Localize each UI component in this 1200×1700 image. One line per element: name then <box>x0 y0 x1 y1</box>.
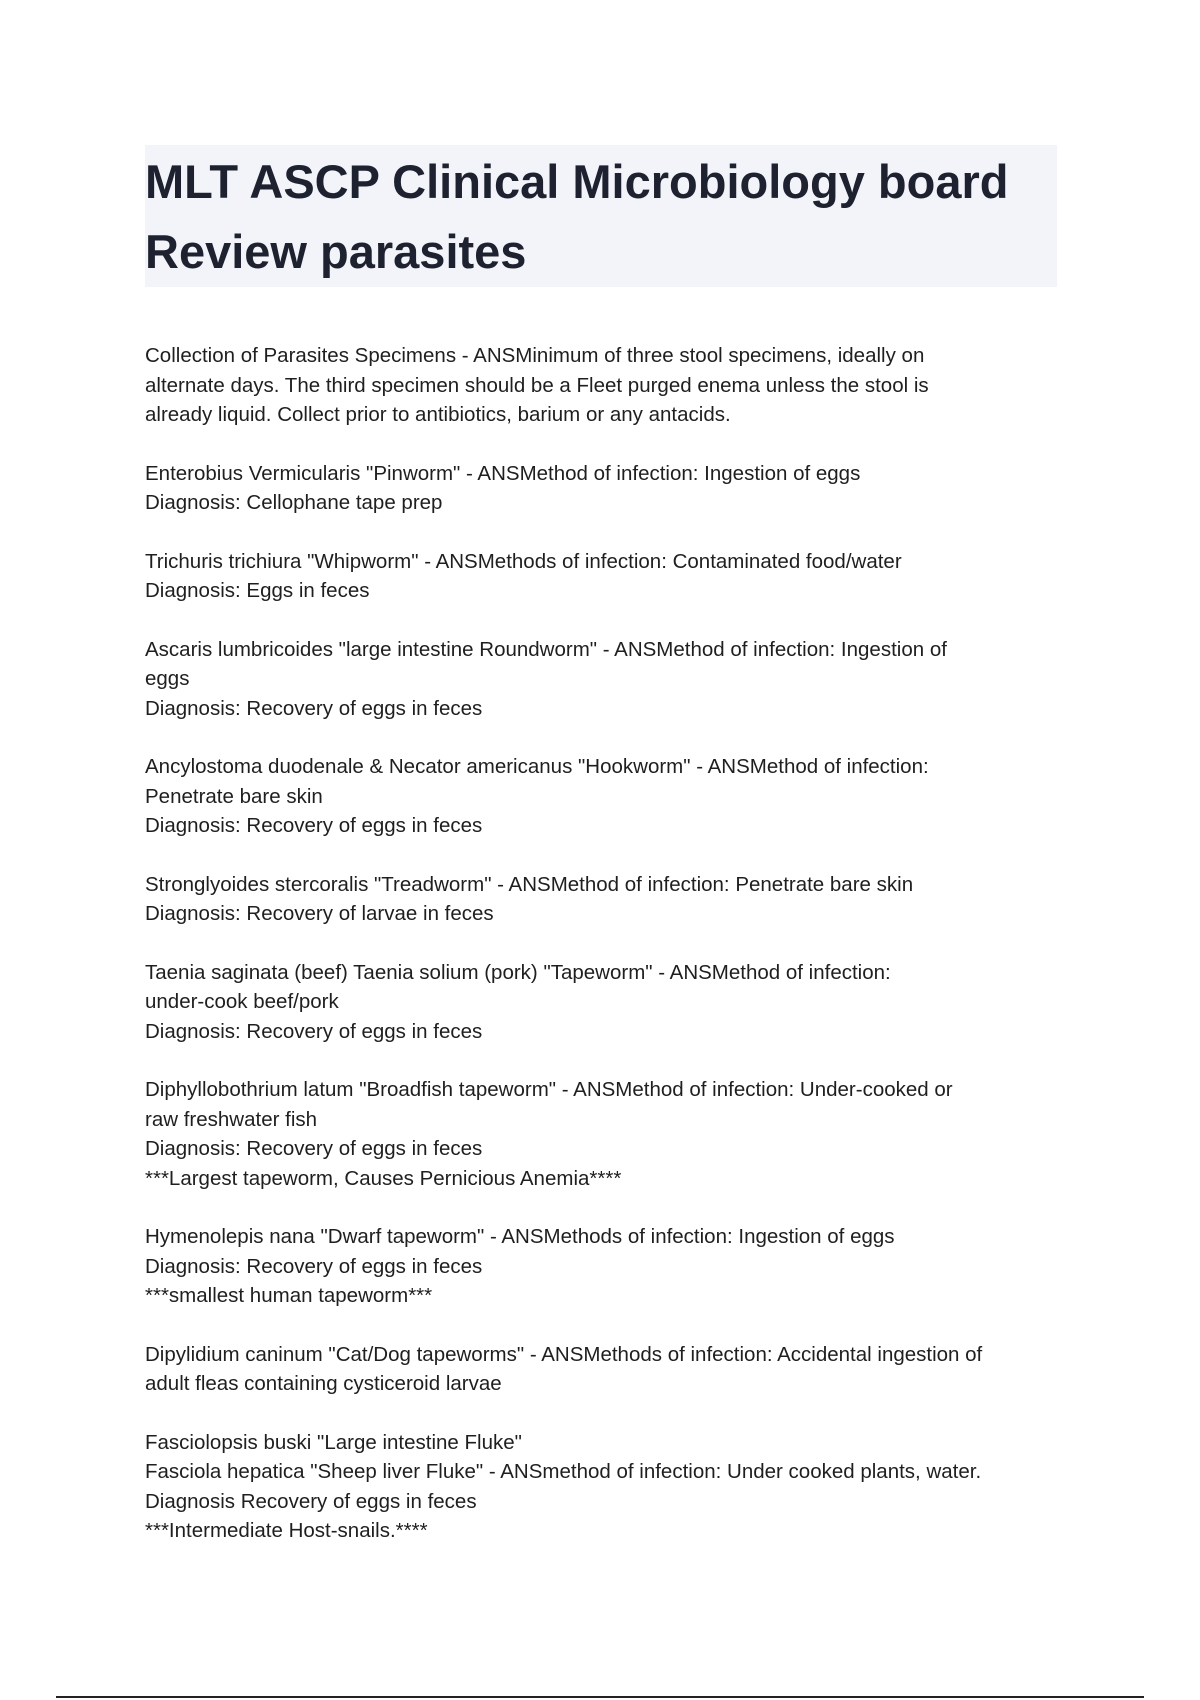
entry-line: ***Intermediate Host-snails.**** <box>145 1519 428 1542</box>
entry-line: Trichuris trichiura "Whipworm" - ANSMethods of infection: Contaminated food/water <box>145 549 902 573</box>
entry-pinworm <box>145 459 1065 518</box>
document-title <box>145 145 1057 287</box>
entry-line: Diagnosis: Recovery of eggs in feces <box>145 1254 483 1278</box>
entry-whipworm <box>145 547 1065 606</box>
entry-line: ***smallest human tapeworm*** <box>145 1284 433 1307</box>
entry-line: Diagnosis: Recovery of larvae in feces <box>145 902 494 925</box>
entry-line: Taenia saginata (beef) Taenia solium (pork) "Tapeworm" - ANSMethod of infection: <box>145 960 891 984</box>
entry-line: raw freshwater fish <box>145 1107 318 1131</box>
entry-line: Ancylostoma duodenale & Necator americanus "Hookworm" - ANSMethod of infection: <box>145 755 929 778</box>
entry-flukes <box>145 1428 1065 1546</box>
entry-line: Diagnosis: Recovery of eggs in feces <box>145 814 483 837</box>
entry-roundworm <box>145 635 1065 724</box>
entry-line: eggs <box>145 667 190 690</box>
entry-line: Diagnosis: Eggs in feces <box>145 579 370 602</box>
entry-line: Hymenolepis nana "Dwarf tapeworm" - ANSMethods of infection: Ingestion of eggs <box>145 1225 895 1248</box>
entry-line: Fasciola hepatica "Sheep liver Fluke" - ANSmethod of infection: Under cooked plants, water. <box>145 1460 982 1483</box>
entry-tapeworm <box>145 958 1065 1047</box>
entry-line: alternate days. The third specimen should be a Fleet purged enema unless the stool is <box>145 373 929 397</box>
entry-line: under-cook beef/pork <box>145 990 339 1013</box>
document-body <box>145 341 1065 1575</box>
entry-line: Diagnosis: Recovery of eggs in feces <box>145 1137 483 1160</box>
entry-broadfish-tapeworm <box>145 1075 1065 1193</box>
entry-line: Diagnosis Recovery of eggs in feces <box>145 1489 477 1513</box>
entry-line: Enterobius Vermicularis "Pinworm" - ANSMethod of infection: Ingestion of eggs <box>145 461 861 485</box>
document-title-line: Review parasites <box>145 225 527 278</box>
entry-line: Diagnosis: Recovery of eggs in feces <box>145 1019 483 1043</box>
document-title-line: MLT ASCP Clinical Microbiology board <box>145 155 1009 208</box>
entry-line: ***Largest tapeworm, Causes Pernicious Anemia**** <box>145 1166 622 1190</box>
entry-cat-dog-tapeworm <box>145 1340 1065 1399</box>
entry-treadworm <box>145 870 1065 929</box>
entry-line: Dipylidium caninum "Cat/Dog tapeworms" - ANSMethods of infection: Accidental ingestion of <box>145 1342 983 1366</box>
entry-specimen-collection <box>145 341 1065 430</box>
entry-line: Ascaris lumbricoides "large intestine Roundworm" - ANSMethod of infection: Ingestion of <box>145 637 947 661</box>
entry-line: Diagnosis: Cellophane tape prep <box>145 491 443 514</box>
entry-dwarf-tapeworm <box>145 1222 1065 1311</box>
entry-line: Stronglyoides stercoralis "Treadworm" - ANSMethod of infection: Penetrate bare skin <box>145 872 914 896</box>
entry-line: Penetrate bare skin <box>145 784 323 808</box>
entry-line: Collection of Parasites Specimens - ANSMinimum of three stool specimens, ideally on <box>145 344 925 367</box>
entry-line: already liquid. Collect prior to antibiotics, barium or any antacids. <box>145 403 731 426</box>
entry-hookworm <box>145 752 1065 841</box>
entry-line: Diphyllobothrium latum "Broadfish tapeworm" - ANSMethod of infection: Under-cooked or <box>145 1078 953 1101</box>
entry-line: Diagnosis: Recovery of eggs in feces <box>145 696 483 720</box>
entry-line: Fasciolopsis buski "Large intestine Fluke" <box>145 1430 522 1454</box>
footer-divider <box>56 1696 1144 1698</box>
entry-line: adult fleas containing cysticeroid larvae <box>145 1372 502 1395</box>
